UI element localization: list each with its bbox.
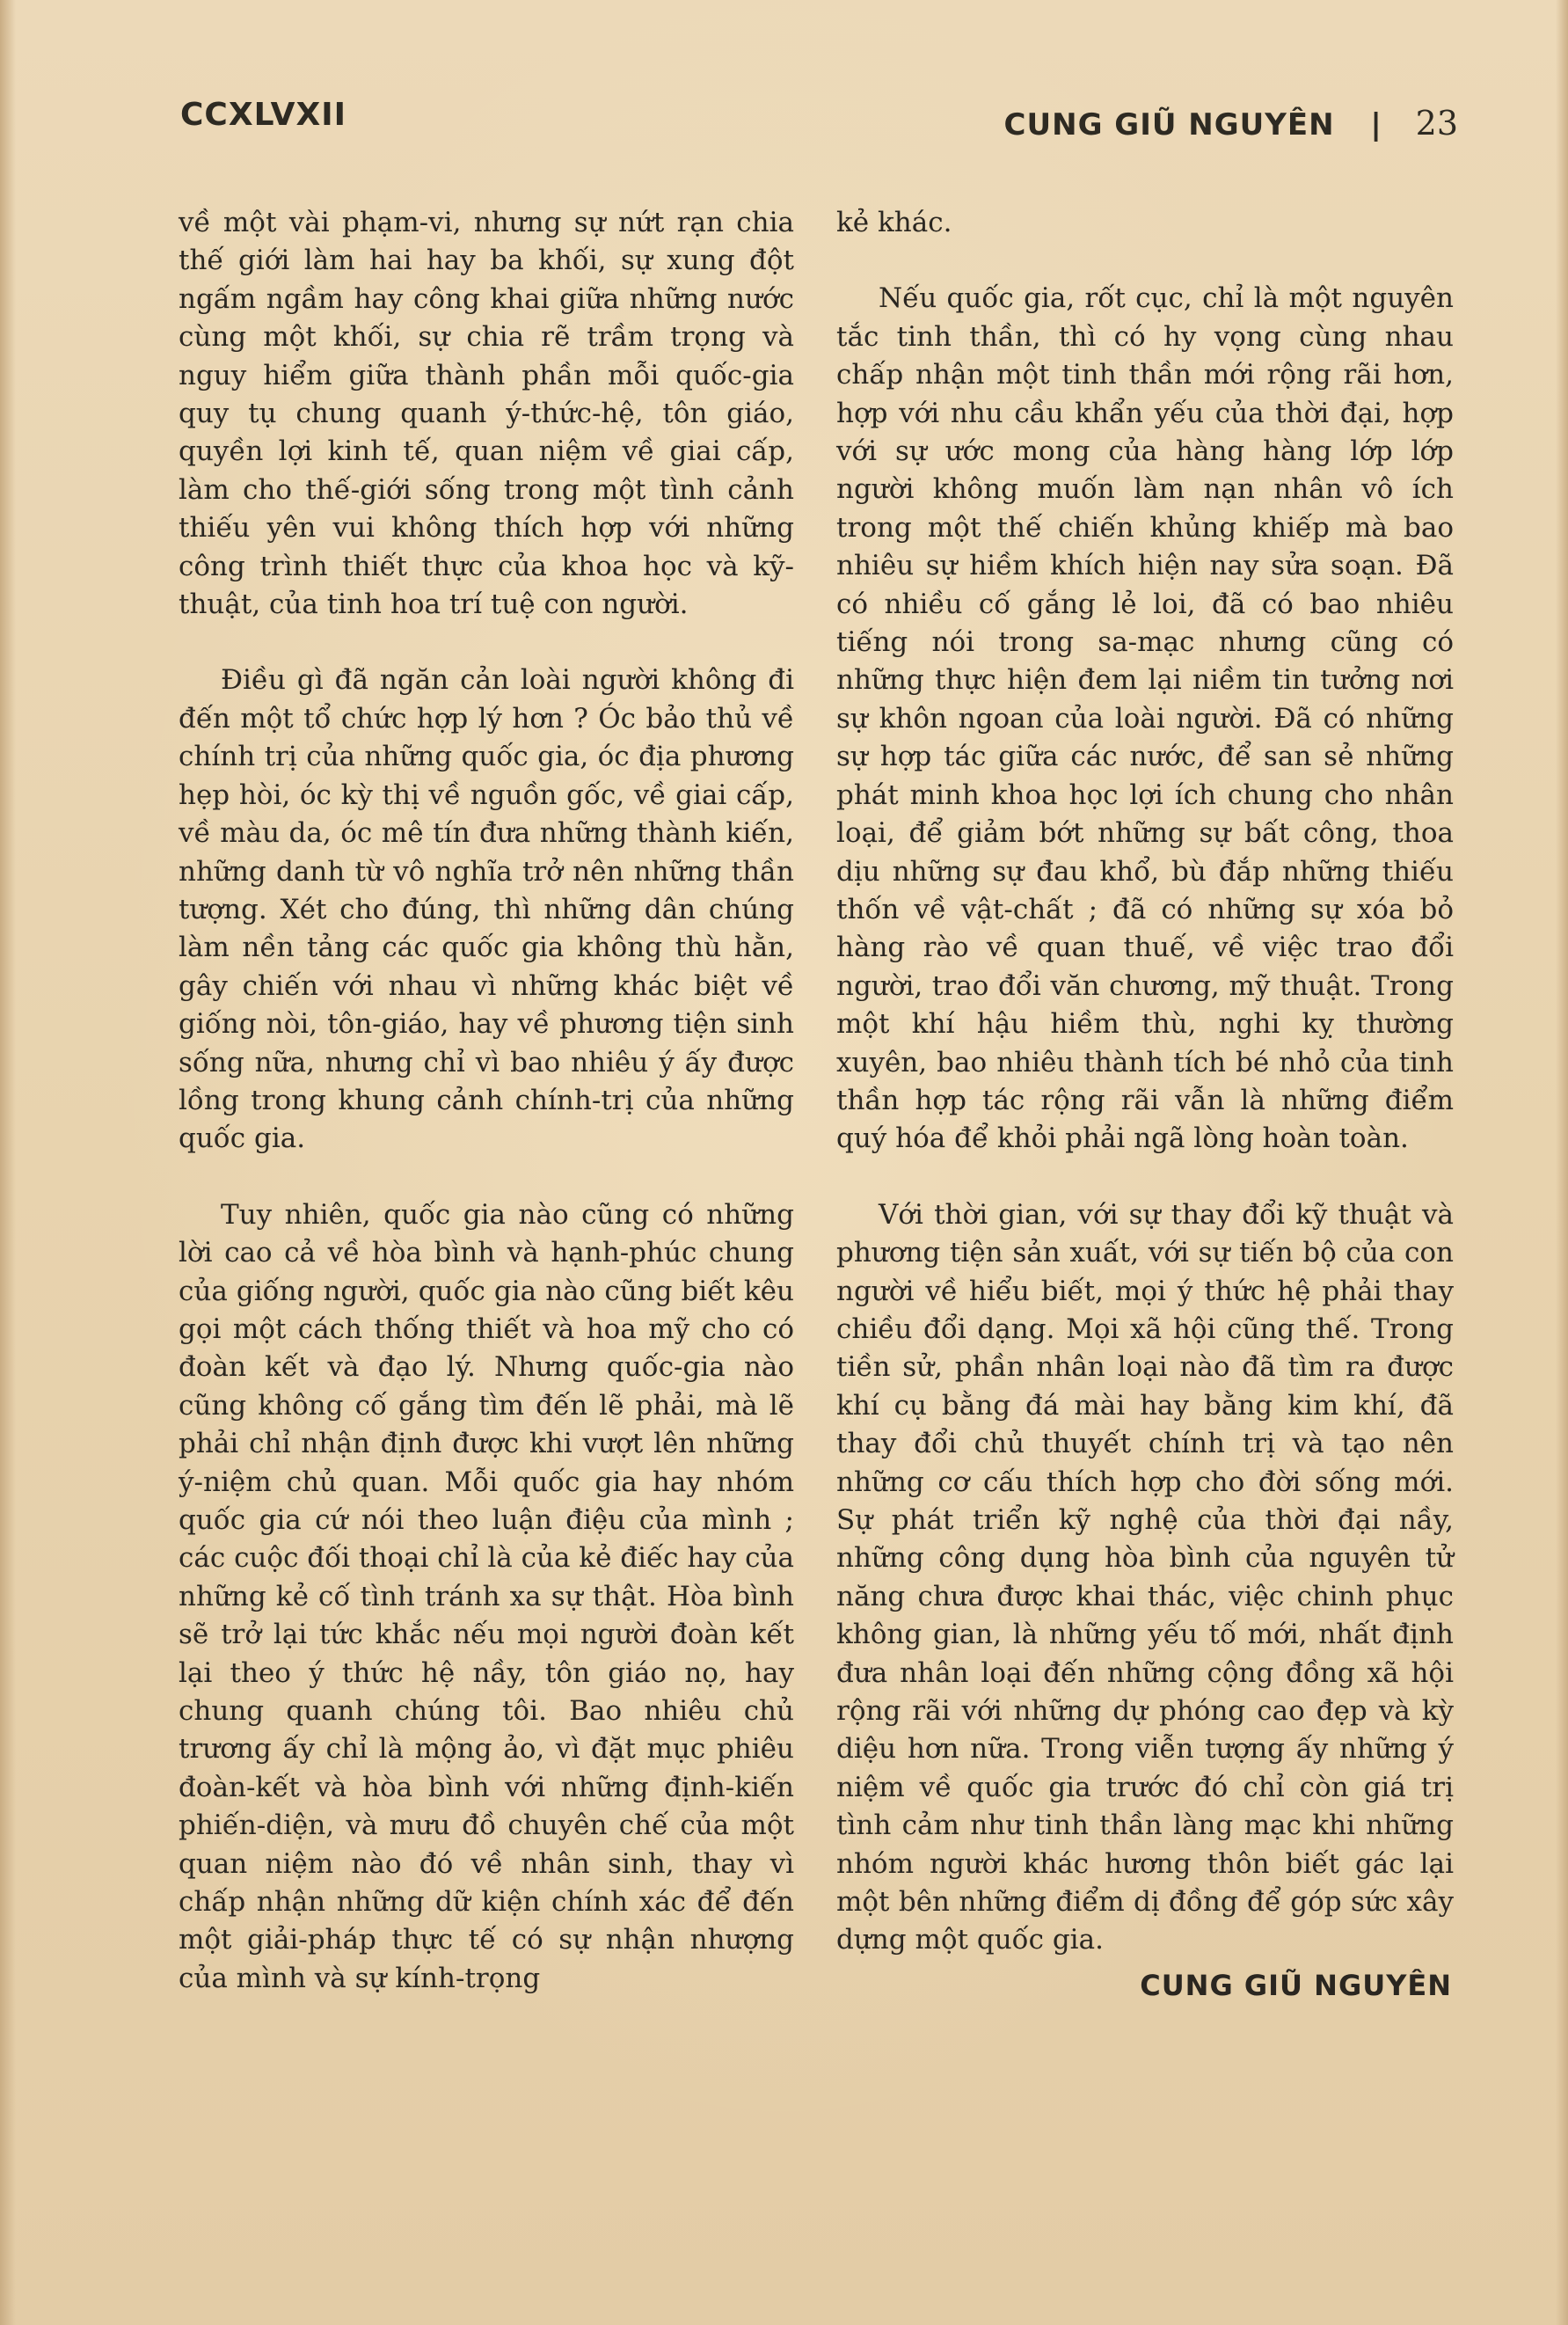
right-paragraph-3: Với thời gian, với sự thay đổi kỹ thuật và phương tiện sản xuất, với sự tiến bộ của con người về hiểu biết, mọi ý thức hệ phải thay chiều đổi dạng. Mọi xã hội cũng thế. Trong tiền sử, phần nhân loại nào đã tìm ra được khí cụ bằng đá mài hay bằng kim khí, đã thay đổi chủ thuyết chính trị và tạo nên những cơ cấu thích hợp cho đời sống mới. Sự phát triển kỹ nghệ của thời đại nầy, những công dụng hòa bình của nguyên tử năng chưa được khai thác, việc chinh phục không gian, là những yếu tố mới, nhất định đưa nhân loại đến những cộng đồng xã hội rộng rãi với những dự phóng cao đẹp và kỳ diệu hơn nữa. Trong viễn tượng ấy những ý niệm về quốc gia trước đó chỉ còn giá trị tình cảm như tinh thần làng mạc khi những nhóm người khác hương thôn biết gác lại một bên những điểm dị đồng để góp sức xây dựng một quốc gia. <box>836 1198 1454 1956</box>
header-author-page <box>1004 104 1458 143</box>
page-number: 23 <box>1415 104 1458 143</box>
right-column <box>836 204 1454 2005</box>
left-paragraph-2: Điều gì đã ngăn cản loài người không đi đến một tổ chức hợp lý hơn ? Óc bảo thủ về chính trị của những quốc gia, óc địa phương hẹp hòi, óc kỳ thị về nguồn gốc, về giai cấp, về màu da, óc mê tín đưa những thành kiến, những danh từ vô nghĩa trở nên những thần tượng. Xét cho đúng, thì những dân chúng làm nền tảng các quốc gia không thù hằn, gây chiến với nhau vì những khác biệt về giống nòi, tôn-giáo, hay về phương tiện sinh sống nữa, nhưng chỉ vì bao nhiêu ý ấy được lồng trong khung cảnh chính-trị của những quốc gia. <box>179 664 794 1155</box>
header-separator: | <box>1370 107 1382 143</box>
author-signature: CUNG GIŨ NGUYÊN <box>1140 1968 1452 2002</box>
issue-number: CCXLVXII <box>180 97 346 133</box>
left-paragraph-1: về một vài phạm-vi, nhưng sự nứt rạn chia thế giới làm hai hay ba khối, sự xung đột ngấm ngầm hay công khai giữa những nước cùng một khối, sự chia rẽ trầm trọng và nguy hiểm giữa thành phần mỗi quốc-gia quy tụ chung quanh ý-thức-hệ, tôn giáo, quyền lợi kinh tế, quan niệm về giai cấp, làm cho thế-giới sống trong một tình cảnh thiếu yên vui không thích hợp với những công trình thiết thực của khoa học và kỹ-thuật, của tinh hoa trí tuệ con người. <box>179 207 794 621</box>
page-edge-right <box>1556 0 1568 2325</box>
left-column <box>179 204 794 1998</box>
right-paragraph-1: kẻ khác. <box>836 207 952 238</box>
running-title: CUNG GIŨ NGUYÊN <box>1003 107 1335 143</box>
left-paragraph-3: Tuy nhiên, quốc gia nào cũng có những lời cao cả về hòa bình và hạnh-phúc chung của giống người, quốc gia nào cũng biết kêu gọi một cách thống thiết và hoa mỹ cho có đoàn kết và đạo lý. Nhưng quốc-gia nào cũng không cố gắng tìm đến lẽ phải, mà lẽ phải chỉ nhận định được khi vượt lên những ý-niệm chủ quan. Mỗi quốc gia hay nhóm quốc gia cứ nói theo luận điệu của mình ; các cuộc đối thoại chỉ là của kẻ điếc hay của những kẻ cố tình tránh xa sự thật. Hòa bình sẽ trở lại tức khắc nếu mọi người đoàn kết lại theo ý thức hệ nầy, tôn giáo nọ, hay chung quanh chúng tôi. Bao nhiêu chủ trương ấy chỉ là mộng ảo, vì đặt mục phiêu đoàn-kết và hòa bình với những định-kiến phiến-diện, và mưu đồ chuyên chế của một quan niệm nào đó về nhân sinh, thay vì chấp nhận những dữ kiện chính xác để đến một giải-pháp thực tế có sự nhận nhượng của mình và sự kính-trọng <box>179 1198 794 1994</box>
running-header <box>180 97 1458 158</box>
page-edge-left <box>0 0 16 2325</box>
right-paragraph-2: Nếu quốc gia, rốt cục, chỉ là một nguyên tắc tinh thần, thì có hy vọng cùng nhau chấp nhận một tinh thần mới rộng rãi hơn, hợp với nhu cầu khẩn yếu của thời đại, hợp với sự ước mong của hàng hàng lớp lớp người không muốn làm nạn nhân vô ích trong một thế chiến khủng khiếp mà bao nhiêu sự hiềm khích hiện nay sửa soạn. Đã có nhiều cố gắng lẻ loi, đã có bao nhiêu tiếng nói trong sa-mạc nhưng cũng có những thực hiện đem lại niềm tin tưởng nơi sự khôn ngoan của loài người. Đã có những sự hợp tác giữa các nước, để san sẻ những phát minh khoa học lợi ích chung cho nhân loại, để giảm bớt những sự bất công, thoa dịu những sự đau khổ, bù đắp những thiếu thốn về vật-chất ; đã có những sự xóa bỏ hàng rào về quan thuế, về việc trao đổi người, trao đổi văn chương, mỹ thuật. Trong một khí hậu hiềm thù, nghi kỵ thường xuyên, bao nhiêu thành tích bé nhỏ của tinh thần hợp tác rộng rãi vẫn là những điểm quý hóa để khỏi phải ngã lòng hoàn toàn. <box>836 282 1454 1155</box>
